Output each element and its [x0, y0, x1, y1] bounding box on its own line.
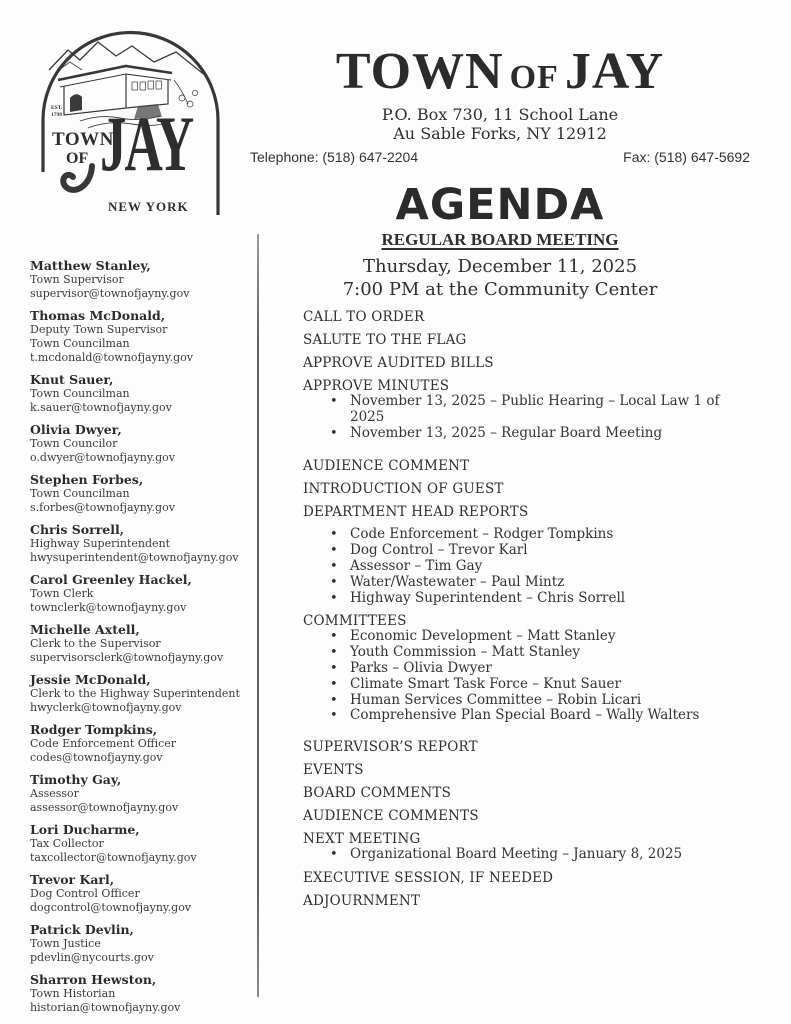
logo-est-text: EST.	[51, 105, 63, 111]
address-line-1: P.O. Box 730, 11 School Lane	[381, 105, 619, 124]
official-email: hwyclerk@townofjayny.gov	[30, 701, 182, 714]
official-title: Town Supervisor	[30, 273, 124, 286]
list-item: • November 13, 2025 – Regular Board Meeting	[350, 426, 755, 442]
official-email: codes@townofjayny.gov	[30, 751, 163, 764]
list-item: • Parks – Olivia Dwyer	[350, 661, 755, 677]
official-entry	[30, 772, 252, 815]
official-name: Thomas McDonald,	[30, 308, 166, 323]
logo-est-year: 1798	[51, 112, 62, 118]
list-item: • Economic Development – Matt Stanley	[350, 629, 755, 645]
official-entry	[30, 472, 252, 515]
agenda-section-approve-minutes: APPROVE MINUTES	[303, 378, 450, 394]
meeting-date: Thursday, December 11, 2025	[362, 256, 638, 277]
official-entry	[30, 972, 252, 1015]
list-item: • Assessor – Tim Gay	[350, 559, 755, 575]
official-email: supervisor@townofjayny.gov	[30, 287, 190, 300]
official-email: t.mcdonald@townofjayny.gov	[30, 351, 194, 364]
official-name: Sharron Hewston,	[30, 972, 157, 987]
agenda-section-adjournment: ADJOURNMENT	[303, 892, 421, 909]
agenda-section-audience-comment: AUDIENCE COMMENT	[303, 458, 470, 475]
official-name: Rodger Tompkins,	[30, 722, 158, 737]
logo-of-text: OF	[66, 150, 89, 167]
official-email: dogcontrol@townofjayny.gov	[30, 901, 192, 914]
official-entry	[30, 372, 252, 415]
agenda-header	[250, 182, 750, 301]
meeting-time-location: 7:00 PM at the Community Center	[342, 279, 658, 300]
official-email: pdevlin@nycourts.gov	[30, 951, 154, 964]
official-name: Trevor Karl,	[30, 872, 115, 887]
agenda-section-approve-bills: APPROVE AUDITED BILLS	[303, 355, 494, 371]
list-item: • Dog Control – Trevor Karl	[350, 543, 755, 559]
official-entry	[30, 672, 252, 715]
next-meeting-list	[303, 847, 755, 863]
official-name: Stephen Forbes,	[30, 472, 144, 487]
department-reports-list	[303, 527, 755, 606]
official-name: Patrick Devlin,	[30, 922, 134, 937]
agenda-section-salute-flag: SALUTE TO THE FLAG	[303, 332, 467, 348]
list-item: • Organizational Board Meeting – January 8, 2025	[350, 847, 755, 863]
official-title: Town Councilor	[30, 437, 118, 450]
official-email: k.sauer@townofjayny.gov	[30, 401, 172, 414]
official-entry	[30, 822, 252, 865]
contact-row	[250, 149, 750, 165]
org-title	[250, 43, 750, 100]
agenda-title: AGENDA	[395, 180, 605, 230]
official-title: Assessor	[30, 787, 79, 800]
official-entry	[30, 922, 252, 965]
official-entry	[30, 308, 252, 365]
official-name: Knut Sauer,	[30, 372, 114, 387]
official-entry	[30, 522, 252, 565]
org-title-word: JAY	[564, 43, 665, 100]
logo-jay-swash	[63, 166, 92, 190]
town-of-jay-logo	[36, 20, 234, 234]
telephone-number: Telephone: (518) 647-2204	[250, 149, 419, 165]
logo-state-text: NEW YORK	[108, 199, 189, 214]
official-name: Jessie McDonald,	[30, 672, 151, 687]
official-email: hwysuperintendent@townofjayny.gov	[30, 551, 239, 564]
list-item: • November 13, 2025 – Public Hearing – Local Law 1 of 2025	[350, 394, 755, 426]
address-line-2: Au Sable Forks, NY 12912	[393, 124, 607, 143]
official-entry	[30, 572, 252, 615]
covered-bridge-logo-illustration	[36, 20, 234, 234]
official-title: Highway Superintendent	[30, 537, 171, 550]
list-item: • Code Enforcement – Rodger Tompkins	[350, 527, 755, 543]
official-entry	[30, 722, 252, 765]
logo-town-text: TOWN	[52, 129, 114, 150]
committees-list	[303, 629, 755, 724]
agenda-section-executive-session: EXECUTIVE SESSION, IF NEEDED	[303, 869, 554, 886]
org-title-word: OF	[509, 59, 559, 96]
official-email: s.forbes@townofjayny.gov	[30, 501, 175, 514]
org-title-word: TOWN	[335, 43, 504, 100]
official-name: Lori Ducharme,	[30, 822, 140, 837]
logo-mountains	[49, 42, 206, 76]
list-item: • Climate Smart Task Force – Knut Sauer	[350, 677, 755, 693]
official-title: Town Clerk	[30, 587, 94, 600]
official-email: o.dwyer@townofjayny.gov	[30, 451, 175, 464]
agenda-section-next-meeting: NEXT MEETING	[303, 831, 421, 848]
logo-bridge-doorway	[70, 94, 82, 112]
list-item: • Water/Wastewater – Paul Mintz	[350, 575, 755, 591]
official-title: Town Councilman	[30, 387, 130, 400]
official-entry	[30, 872, 252, 915]
agenda-section-board-comments: BOARD COMMENTS	[303, 785, 452, 802]
meeting-type: REGULAR BOARD MEETING	[381, 230, 619, 249]
approve-minutes-list	[303, 394, 755, 441]
official-title: Clerk to the Highway Superintendent	[30, 687, 240, 700]
agenda-section-events: EVENTS	[303, 762, 364, 779]
official-entry	[30, 622, 252, 665]
official-title: Deputy Town Supervisor	[30, 323, 168, 336]
agenda-section-committees: COMMITTEES	[303, 613, 407, 630]
masthead	[250, 43, 750, 165]
logo-jay-text: JAY	[100, 102, 193, 188]
official-name: Matthew Stanley,	[30, 258, 151, 273]
official-title: Town Councilman	[30, 487, 130, 500]
list-item: • Human Services Committee – Robin Licari	[350, 693, 755, 709]
official-name: Michelle Axtell,	[30, 622, 140, 637]
agenda-section-department-reports: DEPARTMENT HEAD REPORTS	[303, 504, 529, 521]
officials-sidebar	[30, 258, 252, 1022]
official-entry	[30, 258, 252, 301]
list-item: • Youth Commission – Matt Stanley	[350, 645, 755, 661]
official-email: assessor@townofjayny.gov	[30, 801, 179, 814]
agenda-section-audience-comments: AUDIENCE COMMENTS	[303, 808, 479, 825]
official-name: Chris Sorrell,	[30, 522, 125, 537]
list-item: • Highway Superintendent – Chris Sorrell	[350, 591, 755, 607]
official-name: Carol Greenley Hackel,	[30, 572, 192, 587]
official-email: townclerk@townofjayny.gov	[30, 601, 187, 614]
official-name: Timothy Gay,	[30, 772, 122, 787]
official-email: supervisorsclerk@townofjayny.gov	[30, 651, 224, 664]
fax-number: Fax: (518) 647-5692	[623, 149, 750, 165]
official-email: taxcollector@townofjayny.gov	[30, 851, 197, 864]
list-item: • Comprehensive Plan Special Board – Wally Walters	[350, 708, 755, 724]
agenda-section-supervisors-report: SUPERVISOR’S REPORT	[303, 739, 478, 756]
official-title: Town Councilman	[30, 337, 130, 350]
official-name: Olivia Dwyer,	[30, 422, 122, 437]
scan-artifact-line	[257, 234, 259, 997]
official-title: Code Enforcement Officer	[30, 737, 177, 750]
official-title: Town Historian	[30, 987, 116, 1000]
official-title: Clerk to the Supervisor	[30, 637, 161, 650]
agenda-body	[303, 309, 755, 909]
official-title: Town Justice	[30, 937, 101, 950]
official-title: Dog Control Officer	[30, 887, 140, 900]
official-email: historian@townofjayny.gov	[30, 1001, 181, 1014]
official-entry	[30, 422, 252, 465]
agenda-section-call-to-order: CALL TO ORDER	[303, 309, 425, 325]
official-title: Tax Collector	[30, 837, 104, 850]
agenda-section-introduction-guest: INTRODUCTION OF GUEST	[303, 481, 504, 498]
